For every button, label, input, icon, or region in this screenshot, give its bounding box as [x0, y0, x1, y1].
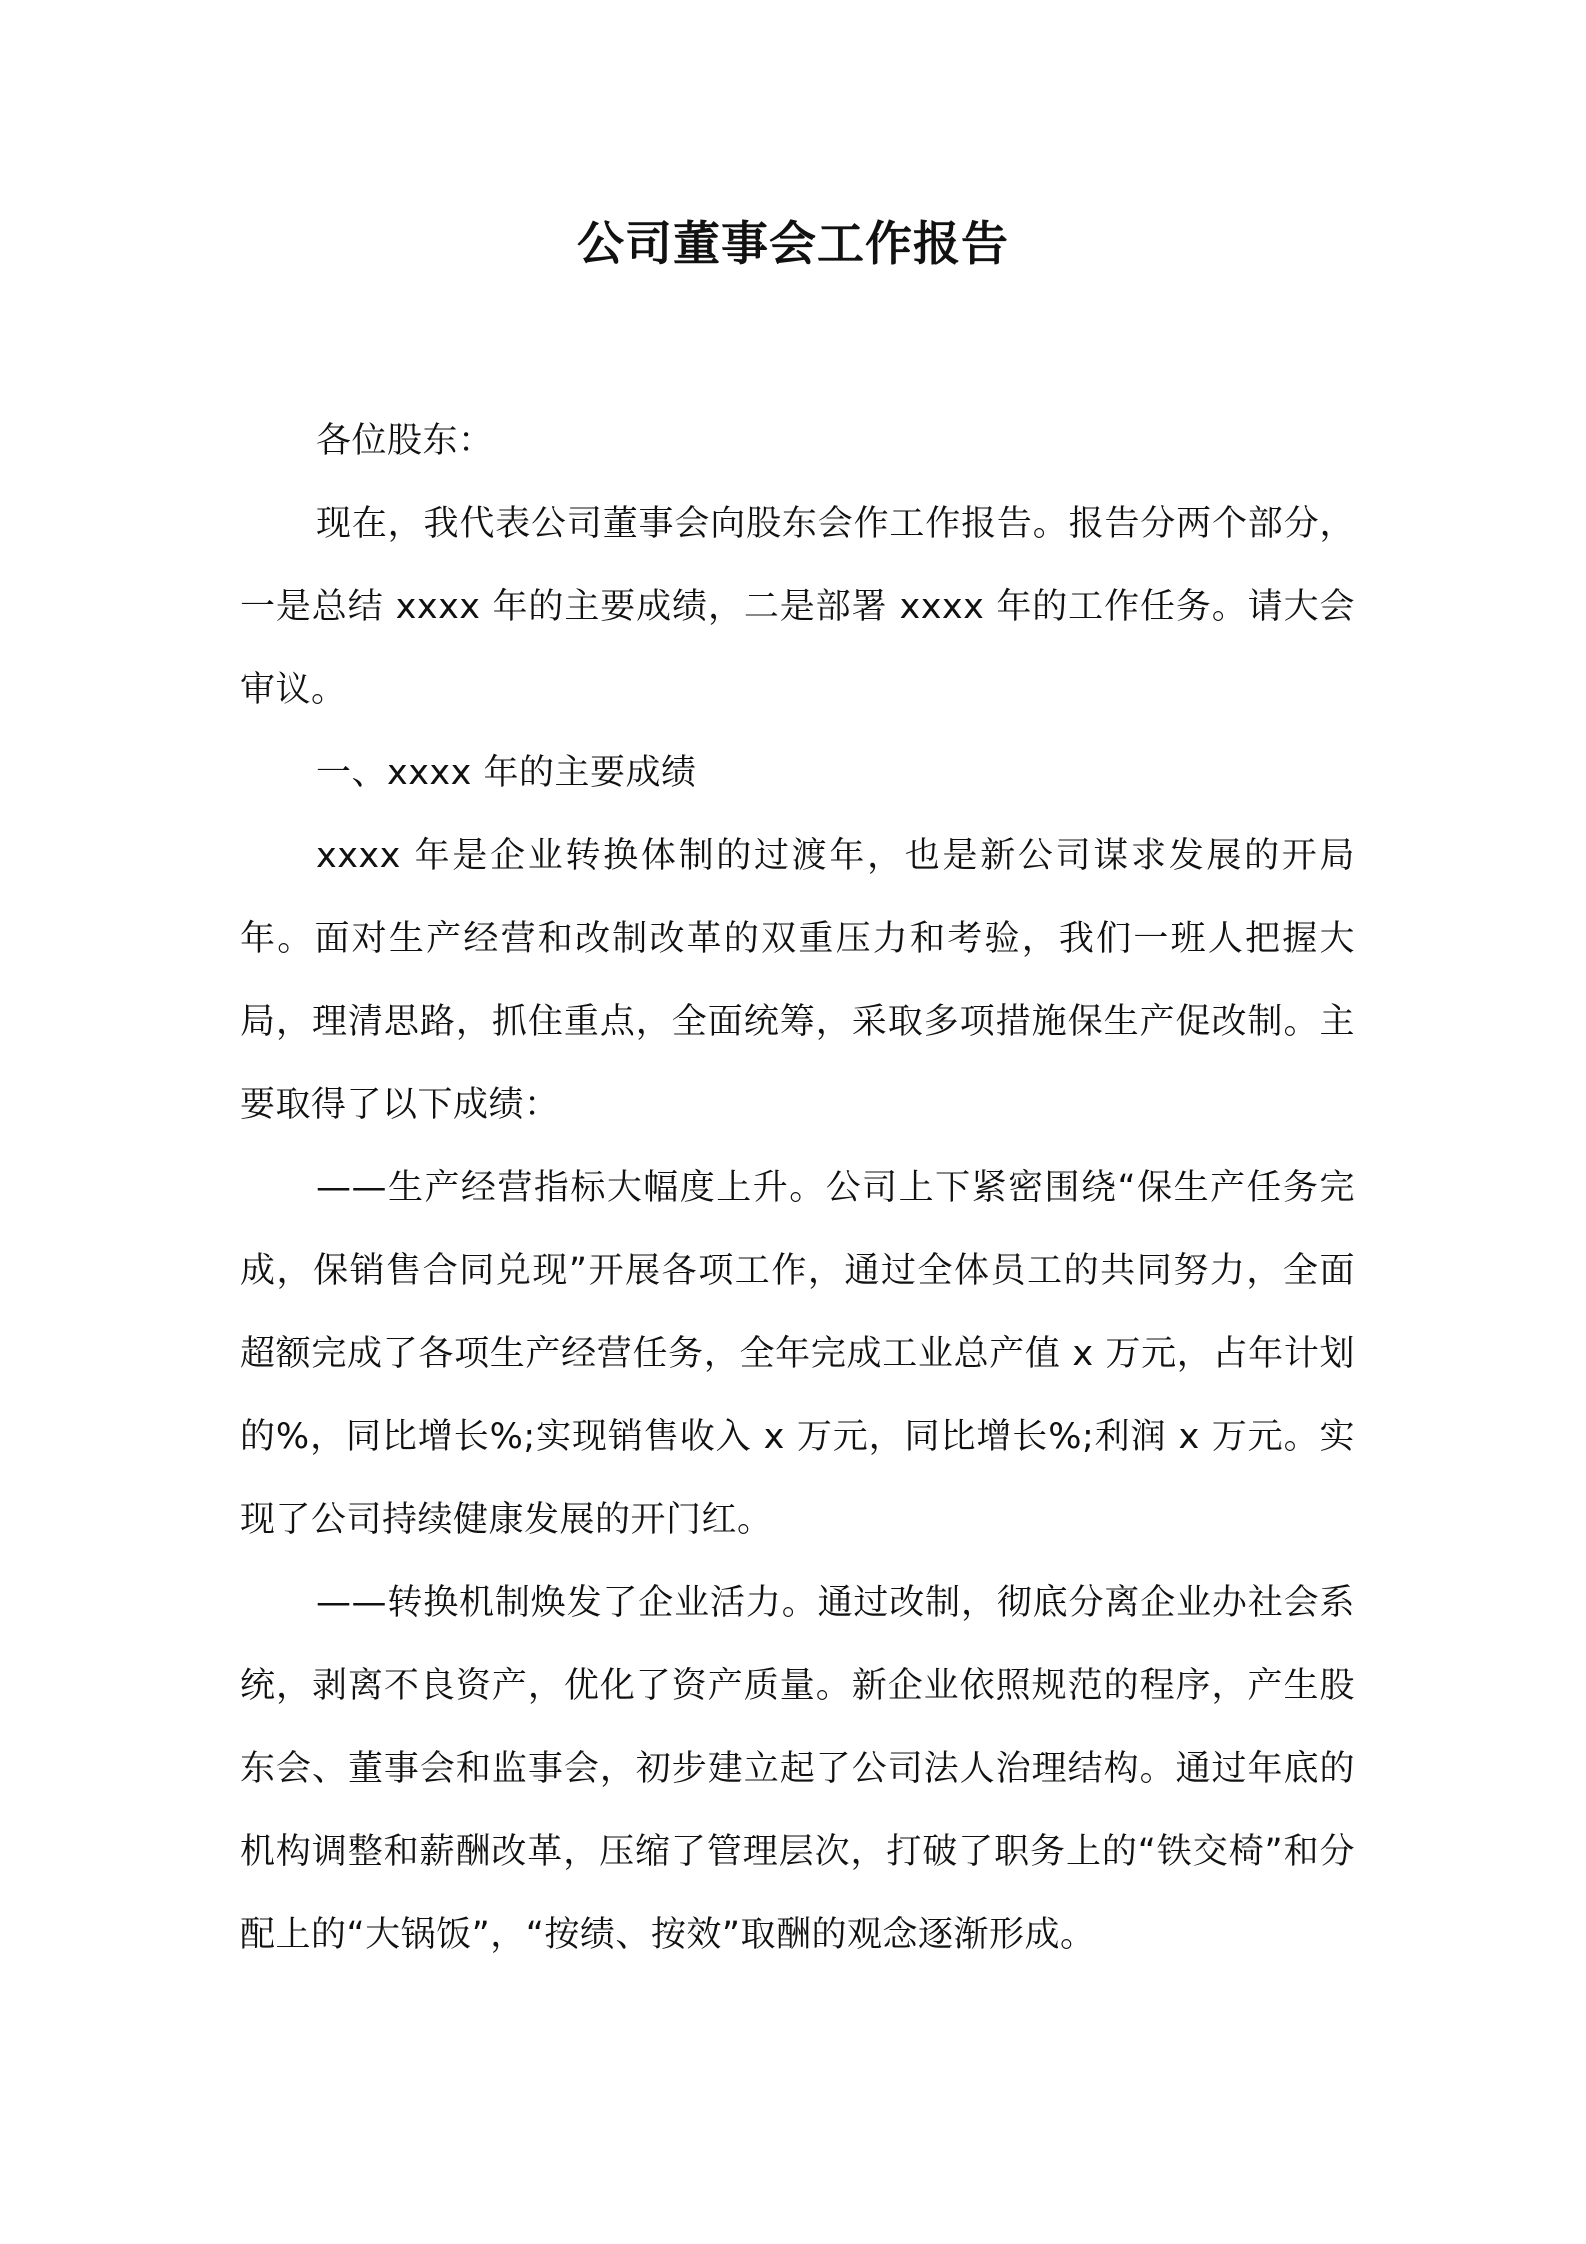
paragraph-production: ——生产经营指标大幅度上升。公司上下紧密围绕“保生产任务完成，保销售合同兑现”开展各项工作，通过全体员工的共同努力，全面超额完成了各项生产经营任务，全年完成工业总产值 x 万元，占年计划的%，同比增长%;实现销售收入 x 万元，同比增长%;利润 x 万元。实现了公司持续健康发展的开门红。 [240, 1168, 1355, 1540]
document-title: 公司董事会工作报告 [577, 217, 1009, 272]
section-heading: 一、xxxx 年的主要成绩 [316, 753, 697, 793]
document-body [240, 400, 1355, 1977]
salutation: 各位股东： [316, 421, 494, 461]
paragraph-mechanism: ——转换机制焕发了企业活力。通过改制，彻底分离企业办社会系统，剥离不良资产，优化了资产质量。新企业依照规范的程序，产生股东会、董事会和监事会，初步建立起了公司法人治理结构。通过年底的机构调整和薪酬改革，压缩了管理层次，打破了职务上的“铁交椅”和分配上的“大锅饭”，“按绩、按效”取酬的观念逐渐形成。 [240, 1583, 1355, 1955]
paragraph-intro: 现在，我代表公司董事会向股东会作工作报告。报告分两个部分，一是总结 xxxx 年的主要成绩，二是部署 xxxx 年的工作任务。请大会审议。 [240, 504, 1355, 710]
paragraph-overview: xxxx 年是企业转换体制的过渡年，也是新公司谋求发展的开局年。面对生产经营和改制改革的双重压力和考验，我们一班人把握大局，理清思路，抓住重点，全面统筹，采取多项措施保生产促改制。主要取得了以下成绩： [240, 836, 1355, 1125]
